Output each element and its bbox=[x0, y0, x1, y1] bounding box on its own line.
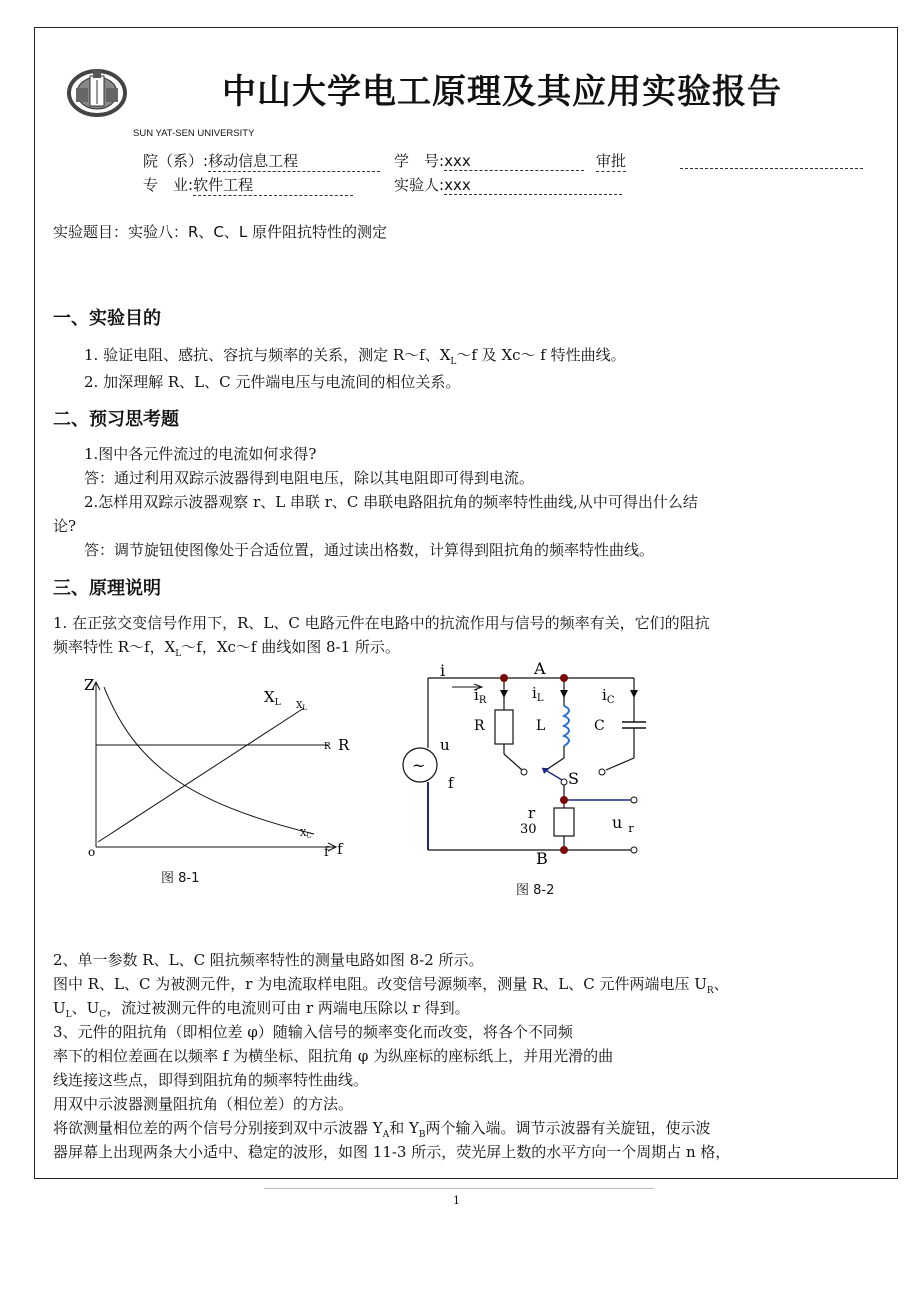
s2-answer-2: 答：调节旋钮使图像处于合适位置，通过读出格数，计算得到阻抗角的频率特性曲线。 bbox=[84, 541, 655, 559]
label-f: f bbox=[448, 774, 454, 792]
figure-8-2-caption: 图 8-2 bbox=[516, 883, 555, 898]
student-id-row bbox=[394, 150, 584, 171]
major-value: 软件工程 bbox=[193, 174, 353, 196]
report-title: 中山大学电工原理及其应用实验报告 bbox=[222, 72, 782, 112]
dept-value: 移动信息工程 bbox=[208, 150, 380, 172]
figure-8-2 bbox=[394, 658, 670, 868]
s3-para1-line2: 频率特性 R～f，$X_L\sim f$，Xc～f 曲线如图 8-1 所示。 bbox=[53, 638, 400, 659]
s2-answer-1: 答：通过利用双踪示波器得到电阻电压，除以其电阻即可得到电流。 bbox=[84, 469, 535, 487]
label-ur: u $_r$ bbox=[612, 813, 634, 835]
experiment-topic: 实验题目：实验八：R、C、L 原件阻抗特性的测定 bbox=[53, 223, 388, 241]
s2-question-1: 1.图中各元件流过的电流如何求得? bbox=[84, 445, 317, 463]
switch-contact-c bbox=[599, 769, 605, 775]
dept-row bbox=[143, 150, 380, 172]
r-small-label: R bbox=[324, 742, 331, 752]
node-a bbox=[560, 674, 568, 682]
xl-line bbox=[98, 708, 304, 842]
node-s bbox=[560, 796, 568, 804]
node-r bbox=[500, 674, 508, 682]
current-arrow-il bbox=[560, 690, 568, 698]
experimenter-value: xxx bbox=[444, 176, 622, 195]
xl-small-label: $X_L$ bbox=[296, 701, 308, 712]
ur-terminal-top bbox=[631, 797, 637, 803]
footer-rule bbox=[264, 1188, 654, 1189]
label-u: u bbox=[440, 736, 450, 754]
label-ir: $i_R$ bbox=[474, 686, 487, 706]
university-name-en: SUN YAT-SEN UNIVERSITY bbox=[133, 128, 255, 139]
para-6-line2: 器屏幕上出现两条大小适中、稳定的波形，如图 11-3 所示，荧光屏上数的水平方向一个周期占 n 格， bbox=[53, 1143, 731, 1161]
label-b: B bbox=[536, 849, 548, 868]
section-3-title: 三、原理说明 bbox=[53, 578, 161, 599]
section-2-title: 二、预习思考题 bbox=[53, 409, 179, 430]
student-id-label: 学 号: bbox=[394, 152, 445, 170]
xc-small-label: $X_C$ bbox=[300, 829, 312, 840]
para-4-line3: 线连接这些点，即得到阻抗角的频率特性曲线。 bbox=[53, 1071, 369, 1089]
x-axis-label: f bbox=[324, 845, 329, 860]
s1-item-2: 2. 加深理解 R、L、C 元件端电压与电流间的相位关系。 bbox=[84, 373, 461, 391]
node-b bbox=[560, 846, 568, 854]
resistor-r-sample bbox=[554, 808, 574, 836]
label-ic: $i_C$ bbox=[602, 686, 615, 706]
dept-label: 院（系）: bbox=[143, 152, 209, 170]
y-axis-label: Z bbox=[84, 676, 95, 694]
major-label: 专 业: bbox=[143, 176, 194, 194]
current-arrow-ir bbox=[500, 690, 508, 698]
experimenter-label: 实验人: bbox=[394, 176, 445, 194]
ur-terminal-bottom bbox=[631, 847, 637, 853]
university-logo bbox=[66, 66, 128, 118]
figure-8-1 bbox=[74, 672, 364, 862]
label-c-component: C bbox=[594, 718, 605, 734]
origin-label: o bbox=[88, 845, 96, 859]
label-r-component: R bbox=[474, 718, 485, 734]
para-4-line2: 率下的相位差画在以频率 f 为横坐标、阻抗角 φ 为纵座标的座标纸上，并用光滑的曲 bbox=[53, 1047, 614, 1065]
inductor-l bbox=[564, 706, 569, 746]
s2-question-2-line1: 2.怎样用双踪示波器观察 r、L 串联 r、C 串联电路阻抗角的频率特性曲线,从中可得出什么结 bbox=[84, 493, 698, 511]
page-number: 1 bbox=[453, 1194, 460, 1207]
experimenter-row bbox=[394, 174, 622, 195]
current-arrow-ic bbox=[630, 690, 638, 698]
r-label: R bbox=[338, 736, 350, 754]
label-l-component: L bbox=[536, 718, 546, 734]
source-symbol: ~ bbox=[412, 756, 426, 775]
para-3-line1: 图中 R、L、C 为被测元件，r 为电流取样电阻。改变信号源频率，测量 R、L、C 元件两端电压 $U_R$、 bbox=[53, 975, 729, 996]
para-3-line2: $U_L$、$U_C$，流过被测元件的电流则可由 r 两端电压除以 r 得到。 bbox=[53, 999, 470, 1020]
xc-curve bbox=[104, 687, 314, 834]
xl-label: $X_L$ bbox=[264, 688, 281, 708]
s1-item-1: 1. 验证电阻、感抗、容抗与频率的关系，测定 R～f、$X_L\sim f$ 及 Xc～ f 特性曲线。 bbox=[84, 346, 626, 367]
student-id-value: xxx bbox=[444, 152, 584, 171]
figure-8-1-caption: 图 8-1 bbox=[161, 871, 200, 886]
label-a: A bbox=[534, 659, 546, 678]
switch-contact-r bbox=[521, 769, 527, 775]
resistor-r bbox=[495, 710, 513, 744]
para-5: 用双中示波器测量阻抗角（相位差）的方法。 bbox=[53, 1095, 354, 1113]
s3-para1-line1: 1. 在正弦交变信号作用下，R、L、C 电路元件在电路中的抗流作用与信号的频率有关，它们的阻抗 bbox=[53, 614, 710, 632]
s2-question-2-line2: 论? bbox=[53, 517, 77, 535]
label-r-sample: r bbox=[528, 804, 536, 822]
approve-label: 审批 bbox=[596, 152, 627, 170]
label-s: S bbox=[568, 769, 579, 788]
label-r-value: 30 bbox=[520, 822, 537, 837]
major-row bbox=[143, 174, 353, 196]
para-6-line1: 将欲测量相位差的两个信号分别接到双中示波器 $Y_A$和 $Y_B$两个输入端。调节示波器有关旋钮，使示波 bbox=[53, 1119, 711, 1140]
para-4-line1: 3、元件的阻抗角（即相位差 φ）随输入信号的频率变化而改变，将各个不同频 bbox=[53, 1023, 573, 1041]
approve-line bbox=[680, 168, 863, 169]
para-2: 2、单一参数 R、L、C 阻抗频率特性的测量电路如图 8-2 所示。 bbox=[53, 951, 484, 969]
section-1-title: 一、实验目的 bbox=[53, 308, 161, 329]
x-axis-label-2: f bbox=[337, 840, 343, 858]
label-il: $i_L$ bbox=[532, 684, 544, 704]
label-i: i bbox=[440, 661, 446, 680]
